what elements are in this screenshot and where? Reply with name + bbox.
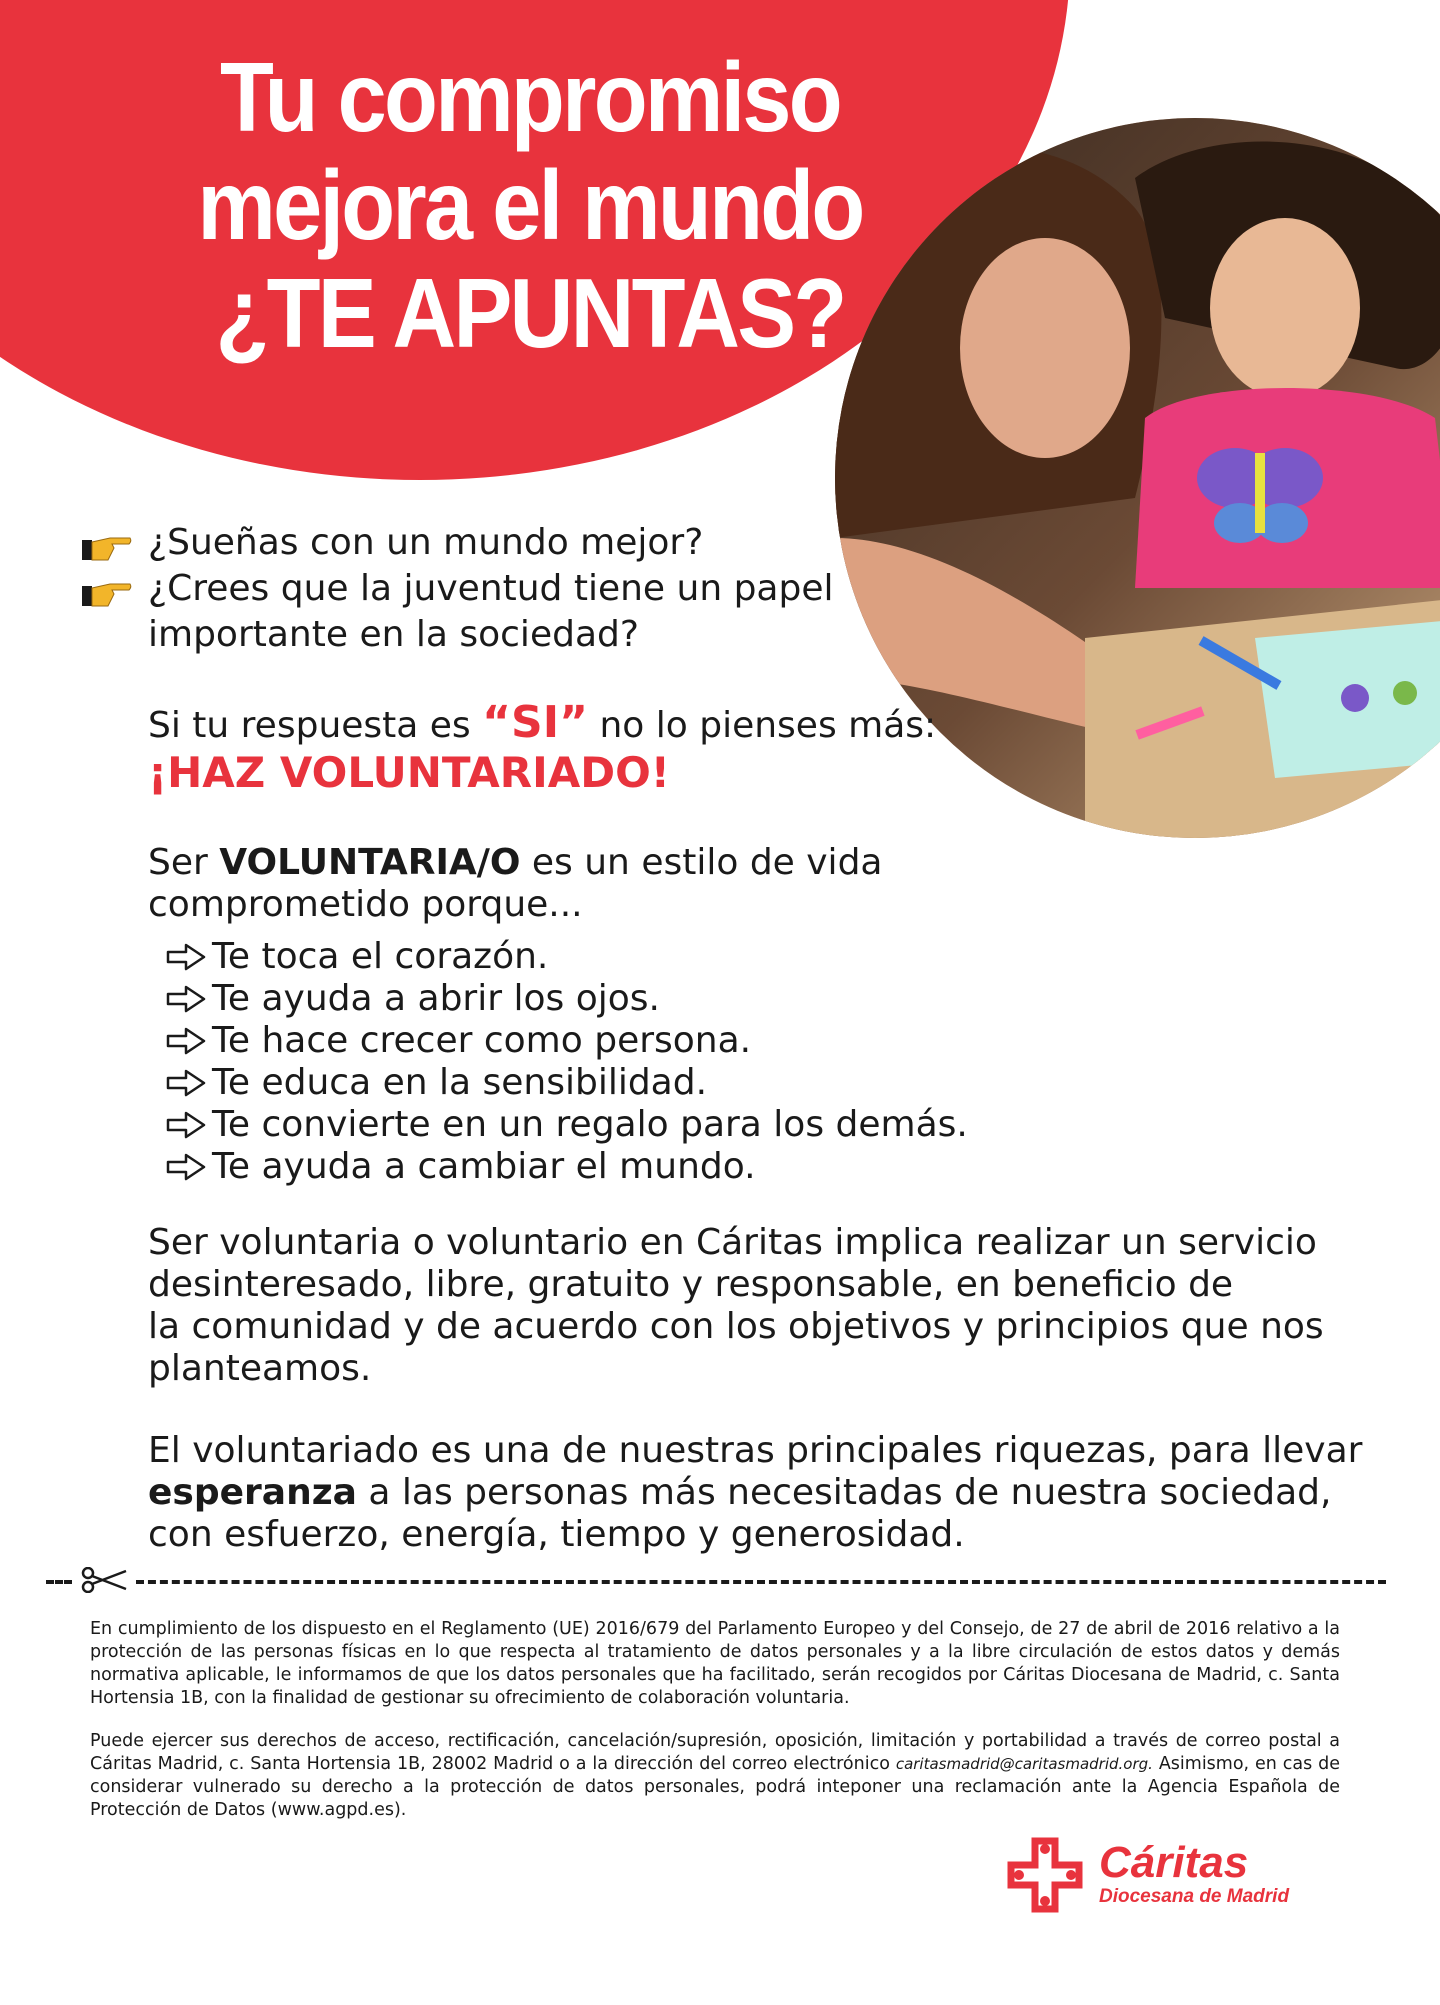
question-text: ¿Crees que la juventud tiene un papel importante en la sociedad? xyxy=(148,568,834,655)
reason-item: Te educa en la sensibilidad. xyxy=(166,1062,968,1104)
volunteer-bold: VOLUNTARIA/O xyxy=(219,842,521,883)
pointing-hand-icon xyxy=(82,520,148,566)
reason-item: Te convierte en un regalo para los demás. xyxy=(166,1104,968,1146)
reasons-list xyxy=(166,936,968,1188)
question-item xyxy=(82,520,834,566)
headline xyxy=(143,42,917,372)
call-to-action: ¡HAZ VOLUNTARIADO! xyxy=(148,748,670,797)
legal-rights: Puede ejercer sus derechos de acceso, rectificación, cancelación/supresión, oposición, limitación y portabilidad a través de correo postal a Cáritas Madrid, c. Santa Hortensia 1B, 28002 Madrid o a la dirección del correo electrónico caritasmadrid@caritasmadrid.org. Asimismo, en cas de considerar vulnerado su derecho a la protección de datos personales, podrá inteponer una reclamación ante la Agencia Española de Protección de Datos (www.agpd.es). xyxy=(90,1731,1340,1820)
question-list xyxy=(82,520,834,658)
answer-block xyxy=(148,697,937,799)
paragraph-service: Ser voluntaria o voluntario en Cáritas implica realizar un servicio desinteresado, libre, gratuito y responsable, en beneficio de la comunidad y de acuerdo con los objetivos y principios que nos planteamos. xyxy=(148,1222,1324,1389)
reason-item: Te ayuda a cambiar el mundo. xyxy=(166,1146,968,1188)
hope-bold: esperanza xyxy=(148,1472,357,1513)
arrow-right-icon xyxy=(166,936,212,978)
headline-line-1: Tu compromiso xyxy=(220,42,840,152)
arrow-right-icon xyxy=(166,1146,212,1188)
reason-item: Te toca el corazón. xyxy=(166,936,968,978)
arrow-right-icon xyxy=(166,1062,212,1104)
caritas-logo xyxy=(1005,1830,1335,1920)
logo-name: Cáritas xyxy=(1099,1838,1249,1887)
paragraph-hope: El voluntariado es una de nuestras principales riquezas, para llevar esperanza a las personas más necesitadas de nuestra sociedad, con esfuerzo, energía, tiempo y generosidad. xyxy=(148,1430,1363,1555)
scissors-icon xyxy=(80,1567,128,1597)
cut-line xyxy=(46,1568,1386,1596)
logo-subtitle: Diocesana de Madrid xyxy=(1099,1886,1290,1907)
si-highlight: “SI” xyxy=(482,697,589,748)
question-text: ¿Sueñas con un mundo mejor? xyxy=(148,522,704,563)
pointing-hand-icon xyxy=(82,566,148,612)
reason-item: Te ayuda a abrir los ojos. xyxy=(166,978,968,1020)
contact-email: caritasmadrid@caritasmadrid.org. xyxy=(895,1755,1153,1773)
answer-line: Si tu respuesta es “SI” no lo pienses más: xyxy=(148,697,937,748)
legal-notice: En cumplimiento de los dispuesto en el Reglamento (UE) 2016/679 del Parlamento Europeo y del Consejo, de 27 de abril de 2016 relativo a la protección de las personas físicas en lo que respecta al tratamiento de datos personales y a la libre circulación de estos datos y demás normativa aplicable, le informamos de que los datos personales que ha facilitado, serán recogidos por Cáritas Diocesana de Madrid, c. Santa Hortensia 1B, con la finalidad de gestionar su ofrecimiento de colaboración voluntaria. xyxy=(90,1619,1340,1708)
arrow-right-icon xyxy=(166,1104,212,1146)
headline-line-2: mejora el mundo xyxy=(197,150,863,260)
caritas-cross-logo xyxy=(1005,1835,1085,1915)
question-item xyxy=(82,566,834,658)
headline-line-3: ¿TE APUNTAS? xyxy=(215,258,845,368)
volunteer-intro: Ser VOLUNTARIA/O es un estilo de vida comprometido porque... xyxy=(148,842,883,925)
reason-item: Te hace crecer como persona. xyxy=(166,1020,968,1062)
arrow-right-icon xyxy=(166,978,212,1020)
arrow-right-icon xyxy=(166,1020,212,1062)
